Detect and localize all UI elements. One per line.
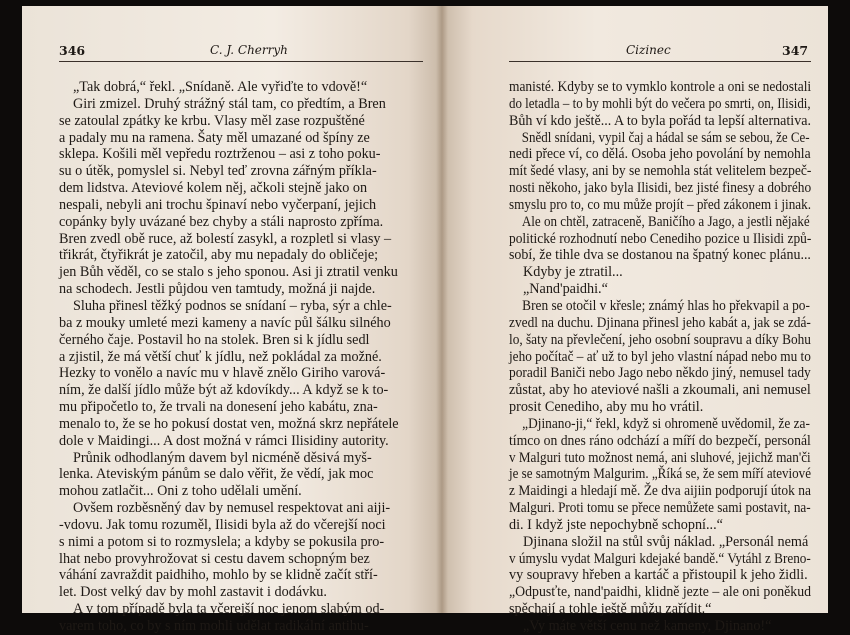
text-line: váhání zavraždit paidhiho, mohlo by se klidně začít stří- bbox=[59, 567, 378, 584]
text-line: mít šedé vlasy, ani by se nemohla stát velitelem bezpeč- bbox=[509, 163, 812, 180]
text-line: let. Dost velký dav by mohl zastavit i dodávku. bbox=[59, 584, 327, 601]
text-line: se zatoulal zpátky ke krbu. Vlasy měl zase rozpuštěné bbox=[59, 112, 365, 129]
text-line: poradil Baniči nebo Jago nebo někdo jiný, nemusel tady bbox=[509, 365, 811, 382]
text-line: jeho počítač – ať už to byl jeho vlastní nápad nebo mu to bbox=[509, 348, 811, 365]
text-line: v úmyslu vydat Malguri kdejaké bandě.“ Vytáhl z Breno- bbox=[509, 550, 811, 567]
text-line: vy soupravy hřeben a kartáč a přistoupil k jeho židli. bbox=[509, 567, 808, 584]
left-page bbox=[22, 6, 442, 634]
text-line: Djinana složil na stůl svůj náklad. „Personál nemá bbox=[523, 533, 809, 550]
text-line: manisté. Kdyby se to vymklo kontrole a oni se nedostali bbox=[509, 79, 812, 95]
right-page bbox=[442, 6, 828, 634]
running-head-title: Cizinec bbox=[626, 43, 671, 57]
text-line: lenka. Ateviským pánům se dalo věřit, že vědí, jak moc bbox=[59, 466, 374, 483]
text-line: „Tak dobrá,“ řekl. „Snídaně. Ale vyřiďte to vdově!“ bbox=[73, 79, 368, 95]
page-number-left: 346 bbox=[59, 43, 86, 58]
text-line: Snědl snídani, vypil čaj a hádal se sám se sebou, že Ce- bbox=[521, 129, 810, 146]
text-line: politické rozhodnutí nebo Cenediho pozice u Ilisidi způ- bbox=[509, 230, 812, 247]
text-line: Giri zmizel. Druhý strážný stál tam, co předtím, a Bren bbox=[73, 95, 386, 112]
text-line: v Malguri tuto možnost nemá, ani sluhové, jejichž man'či bbox=[509, 449, 811, 466]
text-line: mohou zatlačit... Oni z toho udělali umění. bbox=[59, 483, 302, 500]
text-line: Malguri. Proti tomu se přece nemůžete sami postavit, na- bbox=[509, 500, 811, 517]
header-rule-left bbox=[59, 61, 423, 62]
text-line: nespali, nebyli ani trochu špinaví nebo vyčerpaní, jejich bbox=[59, 196, 377, 213]
text-line: je se samotným Malgurim. „Říká se, že sem míří ateviové bbox=[509, 466, 811, 483]
text-line: Bůh ví kdo ještě... A to byla pořád ta lepší alternativa. bbox=[509, 112, 811, 129]
text-line: di. I když jste nepochybně schopní...“ bbox=[509, 516, 723, 533]
page-number-right: 347 bbox=[782, 43, 809, 58]
text-line: Hezky to vonělo a navíc mu v hlavě znělo Giriho varová- bbox=[59, 365, 386, 382]
text-line: ním, že další jídlo může být až kdovíkdy... A když se k to- bbox=[59, 382, 389, 399]
text-line: Ale on chtěl, zatraceně, Baničího a Jago, a jestli nějaké bbox=[521, 213, 810, 230]
text-line: prosit Cenediho, aby mu ho vrátil. bbox=[509, 399, 704, 416]
text-line: lo, šaty na převlečení, jeho osobní soupravu a díky Bohu bbox=[509, 331, 811, 348]
text-line: lhat nebo provyhrožovat si cestu davem schopným bez bbox=[59, 550, 370, 567]
text-line: dem lidstva. Ateviové kolem něj, ačkoli stejně jako on bbox=[59, 180, 368, 197]
text-line: menalo to, že se ho pokusí dostat ven, možná skrz nepřátele bbox=[59, 415, 399, 432]
text-line: Bren zvedl obě ruce, až bolestí zasykl, a rozpletl si vlasy – bbox=[59, 230, 392, 247]
text-line: „Nand'paidhi.“ bbox=[523, 281, 608, 298]
text-line: a zjistil, že má větší chuť k jídlu, než pokládal za možné. bbox=[59, 348, 382, 365]
text-line: copánky byly uvázané bez chyby a stáli naprosto zpříma. bbox=[59, 213, 384, 230]
book-spread bbox=[22, 6, 828, 634]
left-page-body bbox=[59, 79, 423, 635]
text-line: Ovšem rozběsněný dav by nemusel respektovat ani aiji- bbox=[73, 500, 391, 517]
text-line: sklepa. Košili měl vepředu roztrženou – asi z toho poku- bbox=[59, 146, 381, 163]
text-line: zůstat, aby ho ateviové našli a zkoumali, ani nemusel bbox=[509, 382, 811, 399]
text-line: s nimi a potom si to rozmyslela; a kdyby se pokusila pro- bbox=[59, 533, 385, 550]
text-line: třikrát, čtyřikrát je zatočil, aby mu nepadaly do obličeje; bbox=[59, 247, 379, 264]
text-line: ba z mouky umleté mezi kameny a navíc půl šálku silného bbox=[59, 314, 391, 331]
text-line: Průnik odhodlaným davem byl nicméně děsivá myš- bbox=[73, 449, 372, 466]
text-line: zvedl na duchu. Djinana přinesl jeho kabát a, jak se zdá- bbox=[509, 314, 811, 331]
text-line: Bren se otočil v křesle; známý hlas ho překvapil a po- bbox=[522, 297, 810, 314]
text-line: černého čaje. Postavil ho na stolek. Bren si k jídlu sedl bbox=[59, 331, 370, 348]
text-line: sobí, že tihle dva se dostanou na špatný konec plánu... bbox=[509, 247, 811, 264]
text-line: „Vy máte větší cenu než kameny, Djinano!“ bbox=[523, 618, 772, 634]
text-line: -vdovu. Jak tomu rozuměl, Ilisidi byla až do včerejší noci bbox=[59, 516, 386, 533]
book-gutter bbox=[436, 6, 448, 613]
text-line: varem toho, co by s ním mohli udělat radikální antihu- bbox=[59, 618, 369, 634]
right-page-body bbox=[509, 79, 811, 635]
text-line: „Odpusťte, nand'paidhi, klidně jezte – ale oni poněkud bbox=[509, 584, 812, 601]
text-line: na schodech. Jestli půjdou ven tamtudy, možná ji najde. bbox=[59, 281, 376, 298]
header-rule-right bbox=[509, 61, 811, 62]
text-line: tímco on dnes ráno odchází a míří do bezpečí, personál bbox=[509, 432, 811, 449]
text-line: smyslu pro to, co mu může projít – před zákonem i jinak. bbox=[509, 196, 812, 213]
text-line: dole v Maidingi... A dost možná v rámci Ilisidiny autority. bbox=[59, 432, 389, 449]
text-line: su o útěk, pomyslel si. Nebyl teď zrovna zářným příkla- bbox=[59, 163, 377, 180]
text-line: Sluha přinesl těžký podnos se snídaní – ryba, sýr a chle- bbox=[73, 297, 392, 314]
text-line: z Maidingi a hledají mě. Že dva aijiin podporují útok na bbox=[509, 483, 811, 500]
text-line: jen Bůh věděl, co se stalo s jeho sponou. Asi ji ztratil venku bbox=[59, 264, 398, 281]
text-line: A v tom případě byla ta včerejší noc jenom slabým od- bbox=[73, 601, 385, 618]
text-line: spěchají a tohle ještě můžu zařídit.“ bbox=[509, 601, 712, 618]
text-line: Kdyby je ztratil... bbox=[523, 264, 623, 281]
running-head-author: C. J. Cherryh bbox=[210, 43, 288, 57]
text-line: mu připočetlo to, že trvali na donesení jeho kabátu, zna- bbox=[59, 399, 378, 416]
text-line: nosti někoho, jako byla Ilisidi, bez jisté finesy a dobrého bbox=[509, 180, 812, 197]
text-line: a padaly mu na ramena. Šaty měl umazané od špíny ze bbox=[59, 129, 370, 146]
text-line: do letadla – to by mohli být do večera po smrti, on, Ilisidi, bbox=[509, 95, 811, 112]
text-line: nedi přece ví, co dělá. Osoba jeho povolání by nemohla bbox=[509, 146, 811, 163]
text-line: „Djinano-ji,“ řekl, když si ohromeně uvědomil, že za- bbox=[522, 415, 810, 432]
